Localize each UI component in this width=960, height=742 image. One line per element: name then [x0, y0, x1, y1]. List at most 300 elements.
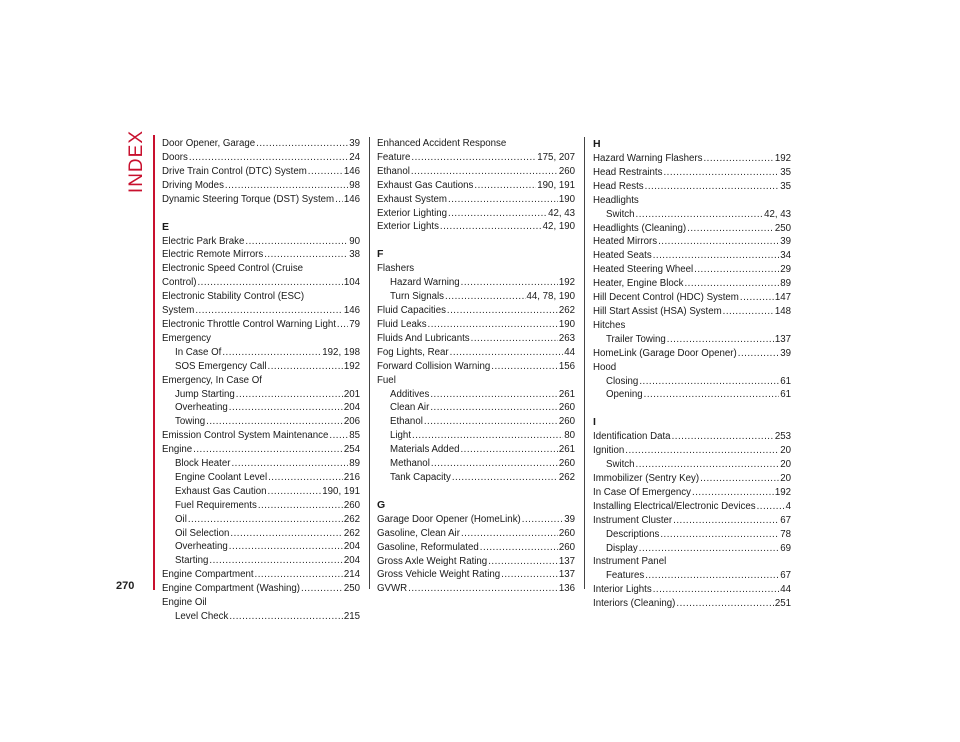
page-reference: 44	[780, 584, 791, 596]
dot-leader	[653, 249, 780, 263]
entry-term: Heated Mirrors	[593, 236, 658, 248]
dot-leader	[229, 610, 343, 624]
dot-leader	[308, 165, 343, 179]
dot-leader	[625, 444, 779, 458]
dot-leader	[474, 179, 536, 193]
index-entry	[377, 346, 575, 360]
entry-term: Immobilizer (Sentry Key)	[593, 473, 700, 485]
page-reference: 190	[558, 318, 575, 330]
page-reference: 250	[343, 583, 360, 595]
dot-leader	[461, 276, 558, 290]
index-subentry	[593, 375, 791, 389]
page-reference: 216	[343, 471, 360, 483]
page-reference: 192	[774, 153, 791, 164]
entry-term: Oil Selection	[175, 527, 230, 539]
entry-term: SOS Emergency Call	[175, 360, 267, 372]
page-reference: 39	[564, 513, 575, 525]
page-reference: 34	[780, 250, 791, 262]
page-reference: 38	[349, 249, 360, 261]
dot-leader	[264, 248, 348, 262]
dot-leader	[236, 388, 343, 402]
index-subentry	[377, 388, 575, 402]
index-entry	[593, 152, 791, 166]
page-reference: 89	[780, 278, 791, 290]
page-reference: 147	[774, 292, 791, 304]
page-reference: 206	[343, 416, 360, 428]
entry-term: Gasoline, Clean Air	[377, 527, 460, 539]
index-subentry	[377, 429, 575, 443]
index-entry	[593, 430, 791, 444]
entry-term: Display	[606, 542, 638, 554]
dot-leader	[206, 415, 343, 429]
page-reference: 79	[349, 318, 360, 330]
entry-term: Gasoline, Reformulated	[377, 541, 479, 553]
entry-term: Exhaust Gas Cautions	[377, 179, 474, 191]
entry-term: Drive Train Control (DTC) System	[162, 165, 307, 177]
page-reference: 98	[349, 179, 360, 191]
index-entry	[377, 360, 575, 374]
dot-leader	[428, 318, 558, 332]
index-entry	[593, 263, 791, 277]
entry-term: Identification Data	[593, 431, 671, 443]
page-reference: 260	[558, 527, 575, 539]
page-reference: 35	[780, 166, 791, 178]
column-divider	[369, 137, 370, 589]
index-entry	[593, 347, 791, 361]
page-reference: 146	[343, 193, 360, 205]
entry-term: Overheating	[175, 541, 228, 553]
dot-leader	[660, 528, 779, 542]
index-subentry	[377, 443, 575, 457]
entry-term: Heater, Engine Block	[593, 278, 684, 290]
page-reference: 69	[780, 542, 791, 554]
entry-term: Installing Electrical/Electronic Devices	[593, 500, 756, 512]
dot-leader	[230, 527, 342, 541]
index-entry	[377, 513, 575, 527]
page-reference: 42, 190	[542, 221, 575, 233]
entry-term: Fluid Leaks	[377, 318, 427, 330]
index-entry	[162, 137, 360, 151]
index-subentry	[162, 346, 360, 360]
dot-leader	[740, 291, 774, 305]
index-entry	[377, 541, 575, 555]
page-reference: 190, 191	[322, 485, 360, 497]
index-entry	[593, 472, 791, 486]
entry-term: Head Restraints	[593, 166, 663, 178]
page-reference: 192, 198	[322, 346, 360, 358]
entry-term: Additives	[390, 388, 430, 400]
dot-leader	[452, 471, 558, 485]
entry-term: Turn Signals	[390, 291, 445, 303]
page-reference: 263	[558, 332, 575, 344]
index-entry	[162, 582, 360, 596]
dot-leader	[645, 569, 779, 583]
index-entry	[162, 151, 360, 165]
dot-leader	[757, 500, 785, 514]
section-letter: G	[377, 498, 386, 511]
column-divider	[584, 137, 585, 589]
index-column-1	[162, 137, 360, 624]
entry-term: Ethanol	[390, 416, 423, 428]
index-subentry	[377, 276, 575, 290]
index-subentry	[162, 415, 360, 429]
entry-term: Headlights (Cleaning)	[593, 222, 687, 234]
page-reference: 20	[780, 445, 791, 457]
index-subentry	[377, 401, 575, 415]
dot-leader	[501, 568, 558, 582]
index-subentry	[593, 208, 791, 222]
index-heading: Instrument Panel	[593, 556, 667, 568]
index-entry	[593, 249, 791, 263]
index-entry	[593, 222, 791, 236]
page-reference: 90	[349, 235, 360, 247]
entry-term: Instrument Cluster	[593, 514, 673, 526]
page-reference: 260	[343, 499, 360, 511]
index-subentry	[162, 499, 360, 513]
dot-leader	[448, 207, 547, 221]
dot-leader	[258, 499, 343, 513]
entry-term: Starting	[175, 555, 209, 567]
page-reference: 190, 191	[537, 179, 575, 191]
index-heading: Electronic Stability Control (ESC)	[162, 291, 305, 303]
entry-term: Control)	[162, 277, 197, 289]
entry-term: Opening	[606, 389, 643, 401]
index-entry	[162, 276, 360, 290]
dot-leader	[408, 582, 558, 596]
dot-leader	[255, 568, 343, 582]
dot-leader	[329, 429, 348, 443]
entry-term: Light	[390, 430, 412, 442]
page-reference: 20	[780, 473, 791, 485]
page-reference: 148	[774, 305, 791, 317]
entry-term: Gross Vehicle Weight Rating	[377, 569, 501, 581]
page-reference: 146	[343, 165, 360, 177]
entry-term: Closing	[606, 375, 639, 387]
dot-leader	[480, 541, 558, 555]
index-heading: Enhanced Accident Response	[377, 138, 507, 149]
entry-term: Overheating	[175, 402, 228, 414]
page-reference: 262	[558, 305, 575, 317]
dot-leader	[193, 443, 343, 457]
index-entry	[593, 305, 791, 319]
index-entry	[593, 486, 791, 500]
entry-term: Fluids And Lubricants	[377, 332, 470, 344]
page-reference: 85	[349, 430, 360, 442]
dot-leader	[667, 333, 774, 347]
page-reference: 4	[785, 500, 791, 512]
index-subentry	[593, 333, 791, 347]
index-subentry	[162, 485, 360, 499]
entry-term: Exterior Lighting	[377, 207, 448, 219]
page-reference: 136	[558, 583, 575, 595]
section-letter: H	[593, 138, 601, 150]
dot-leader	[301, 582, 343, 596]
index-subentry	[162, 388, 360, 402]
dot-leader	[663, 166, 779, 180]
entry-term: Switch	[606, 459, 635, 471]
index-entry	[377, 555, 575, 569]
dot-leader	[645, 180, 780, 194]
page-reference: 39	[349, 138, 360, 149]
entry-term: Gross Axle Weight Rating	[377, 555, 488, 567]
page-reference: 254	[343, 444, 360, 456]
dot-leader	[445, 290, 525, 304]
index-subentry	[377, 457, 575, 471]
entry-term: Heated Seats	[593, 250, 652, 262]
dot-leader	[197, 276, 342, 290]
page-reference: 78	[780, 528, 791, 540]
index-entry	[377, 582, 575, 596]
index-heading: Fuel	[377, 374, 396, 386]
dot-leader	[412, 429, 563, 443]
dot-leader	[700, 472, 779, 486]
dot-leader	[639, 375, 779, 389]
page-reference: 204	[343, 402, 360, 414]
index-entry	[593, 291, 791, 305]
dot-leader	[636, 458, 780, 472]
entry-term: Features	[606, 570, 645, 582]
page-reference: 61	[780, 389, 791, 401]
dot-leader	[447, 304, 558, 318]
dot-leader	[723, 305, 774, 319]
dot-leader	[636, 208, 764, 222]
index-entry	[377, 220, 575, 234]
page-reference: 262	[558, 471, 575, 483]
dot-leader	[229, 401, 343, 415]
dot-leader	[460, 443, 557, 457]
dot-leader	[687, 222, 774, 236]
page-reference: 104	[343, 277, 360, 289]
index-entry	[162, 304, 360, 318]
dot-leader	[268, 360, 343, 374]
index-subentry	[162, 540, 360, 554]
entry-term: Hill Decent Control (HDC) System	[593, 292, 739, 304]
index-entry	[377, 304, 575, 318]
dot-leader	[673, 514, 779, 528]
page-reference: 192	[343, 360, 360, 372]
index-subentry	[162, 554, 360, 568]
page-reference: 215	[343, 611, 360, 622]
entry-term: Hill Start Assist (HSA) System	[593, 305, 722, 317]
index-entry	[593, 166, 791, 180]
page-reference: 24	[349, 151, 360, 163]
dot-leader	[411, 151, 536, 165]
entry-term: Dynamic Steering Torque (DST) System	[162, 193, 335, 205]
section-letter: I	[593, 416, 596, 429]
dot-leader	[231, 457, 348, 471]
page-reference: 137	[558, 555, 575, 567]
page-reference: 253	[774, 431, 791, 443]
dot-leader	[684, 277, 779, 291]
index-entry	[162, 568, 360, 582]
index-entry	[593, 235, 791, 249]
index-entry	[162, 443, 360, 457]
entry-term: HomeLink (Garage Door Opener)	[593, 347, 737, 359]
dot-leader	[676, 597, 773, 611]
entry-term: Level Check	[175, 611, 229, 622]
index-subentry	[162, 401, 360, 415]
page-reference: 42, 43	[764, 208, 791, 220]
page-reference: 61	[780, 375, 791, 387]
dot-leader	[461, 527, 558, 541]
page-reference: 204	[343, 555, 360, 567]
index-subentry	[162, 527, 360, 541]
page-reference: 260	[558, 165, 575, 177]
entry-term: Ethanol	[377, 165, 410, 177]
entry-term: Towing	[175, 416, 206, 428]
dot-leader	[222, 346, 321, 360]
index-column-3	[593, 137, 791, 611]
dot-leader	[522, 513, 563, 527]
section-letter: E	[162, 220, 170, 233]
dot-leader	[471, 332, 558, 346]
entry-term: Hazard Warning	[390, 277, 460, 289]
dot-leader	[653, 583, 780, 597]
dot-leader	[440, 220, 542, 234]
dot-leader	[430, 401, 558, 415]
dot-leader	[491, 360, 558, 374]
dot-leader	[639, 542, 779, 556]
index-entry	[162, 248, 360, 262]
entry-term: Exhaust System	[377, 193, 447, 205]
entry-term: Exhaust Gas Caution	[175, 485, 267, 497]
page-reference: 261	[558, 444, 575, 456]
entry-term: Garage Door Opener (HomeLink)	[377, 513, 521, 525]
page-number: 270	[116, 580, 135, 592]
index-entry	[162, 429, 360, 443]
entry-term: Emission Control System Maintenance	[162, 430, 329, 442]
index-heading: Headlights	[593, 194, 639, 206]
dot-leader	[188, 513, 343, 527]
index-entry	[162, 235, 360, 249]
index-entry	[162, 179, 360, 193]
section-letter: F	[377, 248, 384, 261]
index-accent-rule	[153, 135, 155, 590]
dot-leader	[450, 346, 564, 360]
index-entry	[593, 583, 791, 597]
index-section-tab	[126, 130, 152, 194]
entry-term: Tank Capacity	[390, 471, 451, 483]
page-reference: 204	[343, 541, 360, 553]
page-reference: 250	[774, 222, 791, 234]
index-subentry	[162, 457, 360, 471]
index-heading: Electronic Speed Control (Cruise	[162, 263, 304, 275]
entry-term: Forward Collision Warning	[377, 360, 491, 372]
entry-term: Engine Compartment	[162, 569, 254, 581]
dot-leader	[337, 318, 348, 332]
dot-leader	[692, 486, 774, 500]
index-subentry	[377, 415, 575, 429]
dot-leader	[448, 193, 558, 207]
page-reference: 156	[558, 360, 575, 372]
entry-term: Doors	[162, 151, 188, 163]
dot-leader	[411, 165, 558, 179]
page-reference: 44	[564, 346, 575, 358]
index-subentry	[377, 290, 575, 304]
entry-term: Engine Compartment (Washing)	[162, 583, 301, 595]
page-reference: 261	[558, 388, 575, 400]
index-heading: Hitches	[593, 319, 626, 331]
entry-term: Fuel Requirements	[175, 499, 257, 511]
dot-leader	[256, 137, 348, 151]
dot-leader	[738, 347, 779, 361]
page-reference: 80	[564, 430, 575, 442]
index-subentry	[593, 528, 791, 542]
entry-term: Trailer Towing	[606, 333, 666, 345]
entry-term: Block Heater	[175, 458, 231, 470]
dot-leader	[225, 179, 348, 193]
index-heading: Emergency, In Case Of	[162, 374, 262, 386]
dot-leader	[431, 457, 558, 471]
page-reference: 201	[343, 388, 360, 400]
index-entry	[377, 179, 575, 193]
entry-term: Heated Steering Wheel	[593, 264, 694, 276]
page-reference: 44, 78, 190	[526, 291, 575, 303]
page-reference: 20	[780, 459, 791, 471]
index-heading: Flashers	[377, 263, 415, 275]
page-reference: 214	[343, 569, 360, 581]
entry-term: Descriptions	[606, 528, 660, 540]
page-reference: 260	[558, 416, 575, 428]
page-reference: 262	[343, 513, 360, 525]
index-subentry	[593, 458, 791, 472]
page-reference: 260	[558, 541, 575, 553]
index-subentry	[593, 542, 791, 556]
index-column-2	[377, 137, 575, 596]
page-reference: 146	[343, 305, 360, 317]
dot-leader	[268, 471, 343, 485]
entry-term: Fluid Capacities	[377, 305, 446, 317]
index-subentry	[162, 471, 360, 485]
index-subentry	[162, 610, 360, 624]
index-entry	[162, 318, 360, 332]
dot-leader	[488, 555, 558, 569]
dot-leader	[195, 304, 343, 318]
index-heading: Engine Oil	[162, 597, 207, 609]
entry-term: Materials Added	[390, 444, 460, 456]
page-reference: 260	[558, 402, 575, 414]
entry-term: Clean Air	[390, 402, 430, 414]
dot-leader	[229, 540, 343, 554]
index-entry	[593, 277, 791, 291]
dot-leader	[658, 235, 779, 249]
index-tab-label: INDEX	[126, 130, 147, 194]
dot-leader	[335, 193, 343, 207]
dot-leader	[189, 151, 348, 165]
index-entry	[593, 597, 791, 611]
entry-term: Fog Lights, Rear	[377, 346, 449, 358]
page-reference: 192	[774, 486, 791, 498]
page-reference: 67	[780, 570, 791, 582]
index-entry	[377, 193, 575, 207]
page-reference: 137	[558, 569, 575, 581]
entry-term: Switch	[606, 208, 635, 220]
dot-leader	[424, 415, 558, 429]
entry-term: Ignition	[593, 445, 625, 457]
entry-term: Jump Starting	[175, 388, 235, 400]
entry-term: Hazard Warning Flashers	[593, 153, 703, 164]
page-reference: 137	[774, 333, 791, 345]
entry-term: GVWR	[377, 583, 408, 595]
index-heading: Hood	[593, 361, 617, 373]
index-subentry	[593, 388, 791, 402]
entry-term: Engine Coolant Level	[175, 471, 268, 483]
index-entry	[377, 568, 575, 582]
dot-leader	[430, 388, 558, 402]
index-entry	[593, 514, 791, 528]
entry-term: Electric Remote Mirrors	[162, 249, 264, 261]
index-entry	[377, 332, 575, 346]
